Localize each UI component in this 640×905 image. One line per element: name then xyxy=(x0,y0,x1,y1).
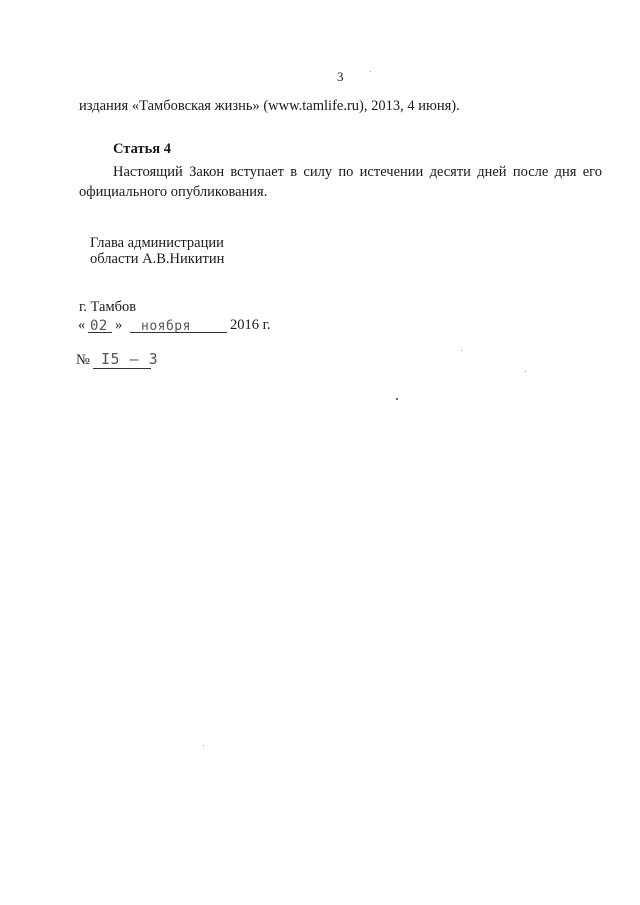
scan-speck xyxy=(396,398,398,400)
article-text-line-2: официального опубликования. xyxy=(79,184,268,200)
article-heading: Статья 4 xyxy=(113,141,171,157)
article-text-line-1: Настоящий Закон вступает в силу по истечении десяти дней после дня его xyxy=(113,164,602,180)
date-day-underline xyxy=(88,332,112,333)
registration-number-underline xyxy=(93,368,151,369)
date-year: 2016 г. xyxy=(230,317,271,333)
date-month-underline xyxy=(130,332,227,333)
date-open-quote: « xyxy=(78,317,86,333)
date-day: 02 xyxy=(90,318,108,334)
signature-title-line-2: области А.В.Никитин xyxy=(90,251,225,267)
date-month: ноября xyxy=(141,319,191,334)
scan-speck xyxy=(370,71,371,72)
page-number: 3 xyxy=(337,69,344,84)
place-of-signing: г. Тамбов xyxy=(79,299,137,315)
scan-speck xyxy=(461,350,462,351)
scan-speck xyxy=(525,371,526,372)
date-close-quote: » xyxy=(115,317,123,333)
number-sign: № xyxy=(76,352,90,368)
registration-number: I5 – 3 xyxy=(101,350,159,368)
continuation-text: издания «Тамбовская жизнь» (www.tamlife.ru), 2013, 4 июня). xyxy=(79,98,460,114)
signature-title-line-1: Глава администрации xyxy=(90,235,224,251)
scan-speck xyxy=(203,745,204,746)
